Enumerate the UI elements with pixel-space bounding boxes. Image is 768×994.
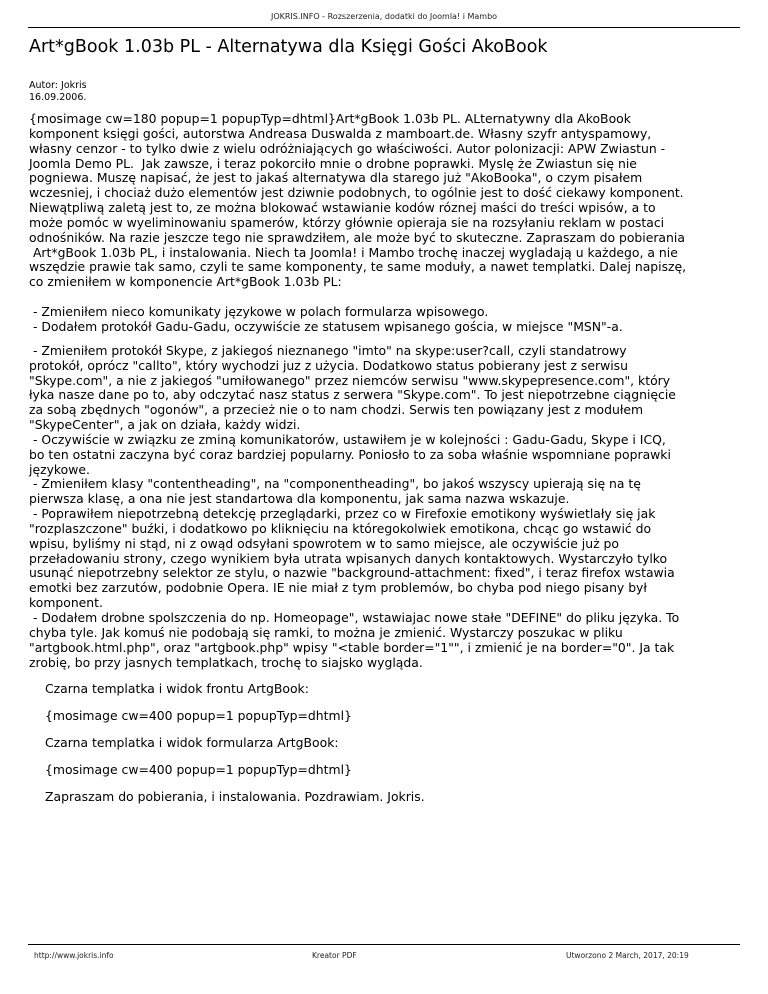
text-line: komponent. — [29, 595, 103, 611]
text-line: - Poprawiłem niepotrzebną detekcję przeglądarki, przez co w Firefoxie emotikony wyświetlały się jak — [29, 506, 656, 522]
text-line: "SkypeCenter", a jak on działa, każdy widzi. — [29, 417, 301, 433]
article-title: Art*gBook 1.03b PL - Alternatywa dla Księgi Gości AkoBook — [29, 37, 548, 57]
text-line: zrobię, bo przy jasnych templatkach, trochę to siajsko wygląda. — [29, 654, 423, 670]
text-line: - Dodałem drobne spolszczenia do np. Homeopage", wstawiajac nowe stałe "DEFINE" do pliku języka. To — [29, 610, 680, 625]
text-line: odnośników. Na razie jeszcze tego nie sprawdziłem, ale może być to skuteczne. Zapraszam do pobierania — [29, 229, 685, 245]
text-line: co zmieniłem w komponencie Art*gBook 1.03b PL: — [29, 274, 342, 290]
spacer — [29, 290, 749, 305]
text-line: chyba tyle. Jak komuś nie podobają się ramki, to można je zmienić. Wystarczy poszukac w pliku — [29, 624, 623, 640]
image-placeholder-front: {mosimage cw=400 popup=1 popupTyp=dhtml} — [45, 708, 352, 724]
text-line: "Skype.com", a nie z jakiegoś "umiłowanego" przez niemców serwisu "www.skypepresence.com", który — [29, 372, 671, 388]
text-line: {mosimage cw=180 popup=1 popupTyp=dhtml}Art*gBook 1.03b PL. ALternatywny dla AkoBook — [29, 111, 631, 126]
text-line: może pomóc w wyeliminowaniu spamerów, którzy głównie opieraja sie na rozsyłaniu reklam w postaci — [29, 214, 665, 230]
text-line: "artgbook.html.php", oraz "artgbook.php" wpisy "<table border="1"", i zmienić je na border="0". Ja tak — [29, 639, 675, 655]
footer-divider — [28, 944, 740, 945]
text-line: za sobą zbędnych "ogonów", a przecież nie o to nam chodzi. Serwis ten powiązany jest z modułem — [29, 402, 644, 418]
publish-date: 16.09.2006. — [29, 91, 87, 103]
text-line: usunąć niepotrzebny selektor ze stylu, o nazwie "background-attachment: fixed", i teraz firefox wstawia — [29, 565, 675, 581]
text-line: wczesniej, i chociaż dużo elementów jest dziwnie podobnych, to ogólnie jest to dość ciekawy komponent. — [29, 185, 684, 201]
footer-created: Utworzono 2 March, 2017, 20:19 — [566, 951, 689, 960]
image-placeholder-form: {mosimage cw=400 popup=1 popupTyp=dhtml} — [45, 761, 352, 777]
paragraph-intro — [29, 112, 749, 290]
text-line: łyka nasze dane po to, aby odczytać nasz status z serwera "Skype.com". To jest niepotrzebne ciągnięcie — [29, 387, 676, 403]
text-line: bo ten ostatni zaczyna być coraz bardziej popularny. Poniosło to za soba właśnie wspomniane poprawki — [29, 446, 671, 462]
text-line: - Zmieniłem klasy "contentheading", na "componentheading", bo jakoś wszyscy upierają się na tę — [29, 476, 641, 492]
paragraph-changes-short — [29, 305, 749, 335]
captions-block — [45, 682, 749, 804]
text-line: emotki bez zarzutów, podobnie Opera. IE nie miał z tym problemów, bo chyba pod niego pisany był — [29, 580, 647, 596]
text-line: Niewątpliwą zaletą jest to, ze można blokować wstawianie kodów róznej maści do treści wpisów, a to — [29, 200, 656, 216]
article-meta — [29, 80, 87, 103]
text-line: pogniewa. Muszę napisać, że jest to jakaś alternatywa dla starego już "AkoBooka", o czym pisałem — [29, 170, 643, 186]
text-line: przeładowaniu strony, czego wynikiem była utrata wpisanych danych kontaktowych. Wystarczyło tylko — [29, 550, 668, 566]
text-line: własny cenzor - to tylko dwie z wielu odróżniających go właściwości. Autor polonizacji: APW Zwiastun - — [29, 140, 666, 156]
header-divider — [28, 27, 740, 28]
footer-url: http://www.jokris.info — [34, 951, 114, 960]
text-line: komponent księgi gości, autorstwa Andreasa Duswalda z mamboart.de. Własny szyfr antyspamowy, — [29, 125, 652, 141]
text-line: protokół, oprócz "callto", który wychodzi juz z użycia. Dodatkowo status pobierany jest z serwisu — [29, 357, 628, 373]
site-header: JOKRIS.INFO - Rozszerzenia, dodatki do Joomla! i Mambo — [270, 12, 498, 21]
caption-form: Czarna templatka i widok formularza ArtgBook: — [45, 735, 339, 751]
text-line: językowe. — [29, 461, 90, 477]
caption-front: Czarna templatka i widok frontu ArtgBook: — [45, 681, 309, 697]
text-line: wszędzie prawie tak samo, czyli te same komponenty, te same moduły, a nawet templatki. Dalej napiszę, — [29, 259, 687, 275]
author: Autor: Jokris — [29, 80, 87, 91]
text-line: pierwsza klasę, a ona nie jest standartowa dla komponentu, jak sama nazwa wskazuje. — [29, 491, 570, 507]
paragraph-changes-long — [29, 344, 749, 671]
text-line: "rozplaszczone" buźki, i dodatkowo po kliknięciu na któregokolwiek emotikona, chcąc go wstawić do — [29, 520, 652, 536]
text-line: - Zmieniłem protokół Skype, z jakiegoś nieznanego "imto" na skype:user?call, czyli standatrowy — [29, 342, 627, 358]
text-line: Art*gBook 1.03b PL, i instalowania. Niech ta Joomla! i Mambo trochę inaczej wygladają u każdego, a nie — [29, 244, 678, 260]
footer-generator: Kreator PDF — [312, 951, 357, 960]
closing-line: Zapraszam do pobierania, i instalowania. Pozdrawiam. Jokris. — [45, 788, 425, 804]
text-line: Joomla Demo PL. Jak zawsze, i teraz pokorciło mnie o drobne poprawki. Myslę że Zwiastun się nie — [29, 155, 637, 171]
text-line: wpisu, byliśmy ni stąd, ni z owąd odsyłani spowrotem w to samo miejsce, ale oczywiście już po — [29, 535, 619, 551]
text-line: - Dodałem protokół Gadu-Gadu, oczywiście ze statusem wpisanego gościa, w miejsce "MSN"-a. — [29, 318, 623, 334]
text-line: - Zmieniłem nieco komunikaty językowe w polach formularza wpisowego. — [29, 304, 489, 320]
text-line: - Oczywiście w związku ze zminą komunikatorów, ustawiłem je w kolejności : Gadu-Gadu, Skype i ICQ, — [29, 431, 666, 447]
article-body — [29, 112, 749, 805]
